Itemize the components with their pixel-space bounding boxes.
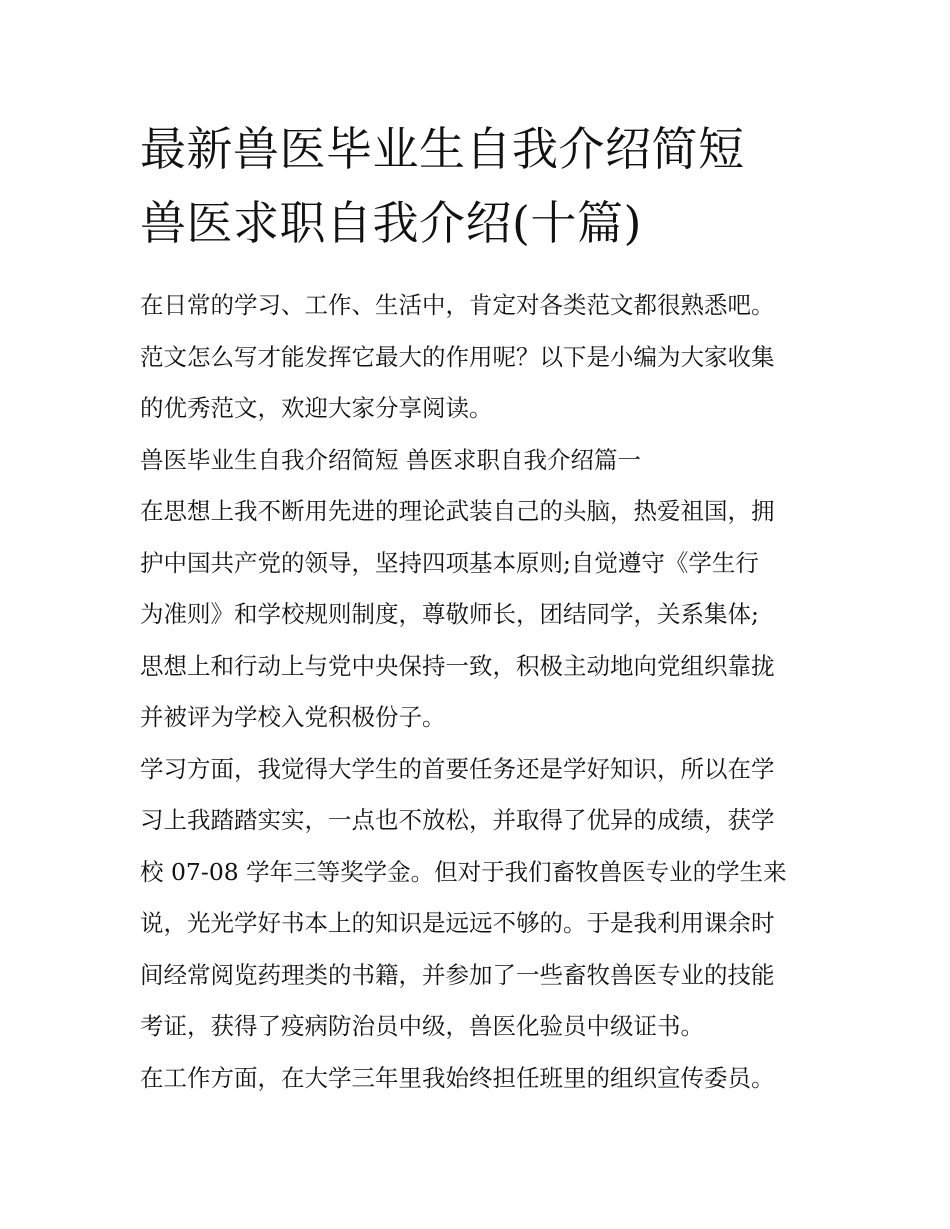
thought-paragraph bbox=[140, 486, 820, 744]
text-line: 考证，获得了疫病防治员中级，兽医化验员中级证书。 bbox=[140, 1012, 704, 1040]
title-line: 兽医求职自我介绍(十篇) bbox=[140, 196, 642, 250]
text-line: 校 07-08 学年三等奖学金。但对于我们畜牧兽医专业的学生来 bbox=[140, 857, 787, 886]
text-line: 思想上和行动上与党中央保持一致，积极主动地向党组织靠拢 bbox=[140, 651, 775, 680]
text-line: 并被评为学校入党积极份子。 bbox=[140, 703, 446, 731]
title-line: 最新兽医毕业生自我介绍简短 bbox=[140, 122, 745, 176]
text-line: 间经常阅览药理类的书籍，并参加了一些畜牧兽医专业的技能 bbox=[140, 960, 775, 989]
section-heading bbox=[140, 435, 820, 487]
text-line: 学习方面，我觉得大学生的首要任务还是学好知识，所以在学 bbox=[140, 754, 775, 783]
document-body bbox=[140, 280, 820, 1104]
text-line: 在工作方面，在大学三年里我始终担任班里的组织宣传委员。 bbox=[140, 1063, 775, 1092]
text-line: 护中国共产党的领导，坚持四项基本原则;自觉遵守《学生行 bbox=[140, 548, 759, 577]
text-line: 为准则》和学校规则制度，尊敬师长，团结同学，关系集体; bbox=[140, 600, 759, 628]
text-line: 的优秀范文，欢迎大家分享阅读。 bbox=[140, 394, 493, 422]
work-paragraph bbox=[140, 1053, 820, 1105]
text-line: 范文怎么写才能发挥它最大的作用呢？以下是小编为大家收集 bbox=[140, 342, 775, 371]
study-paragraph bbox=[140, 744, 820, 1053]
text-line: 在日常的学习、工作、生活中，肯定对各类范文都很熟悉吧。 bbox=[140, 291, 775, 319]
intro-paragraph bbox=[140, 280, 820, 435]
text-line: 在思想上我不断用先进的理论武装自己的头脑，热爱祖国，拥 bbox=[140, 497, 775, 525]
text-line: 习上我踏踏实实，一点也不放松，并取得了优异的成绩，获学 bbox=[140, 806, 775, 834]
document-title bbox=[140, 112, 830, 260]
text-line: 兽医毕业生自我介绍简短 兽医求职自我介绍篇一 bbox=[140, 445, 641, 474]
text-line: 说，光光学好书本上的知识是远远不够的。于是我利用课余时 bbox=[140, 909, 775, 937]
